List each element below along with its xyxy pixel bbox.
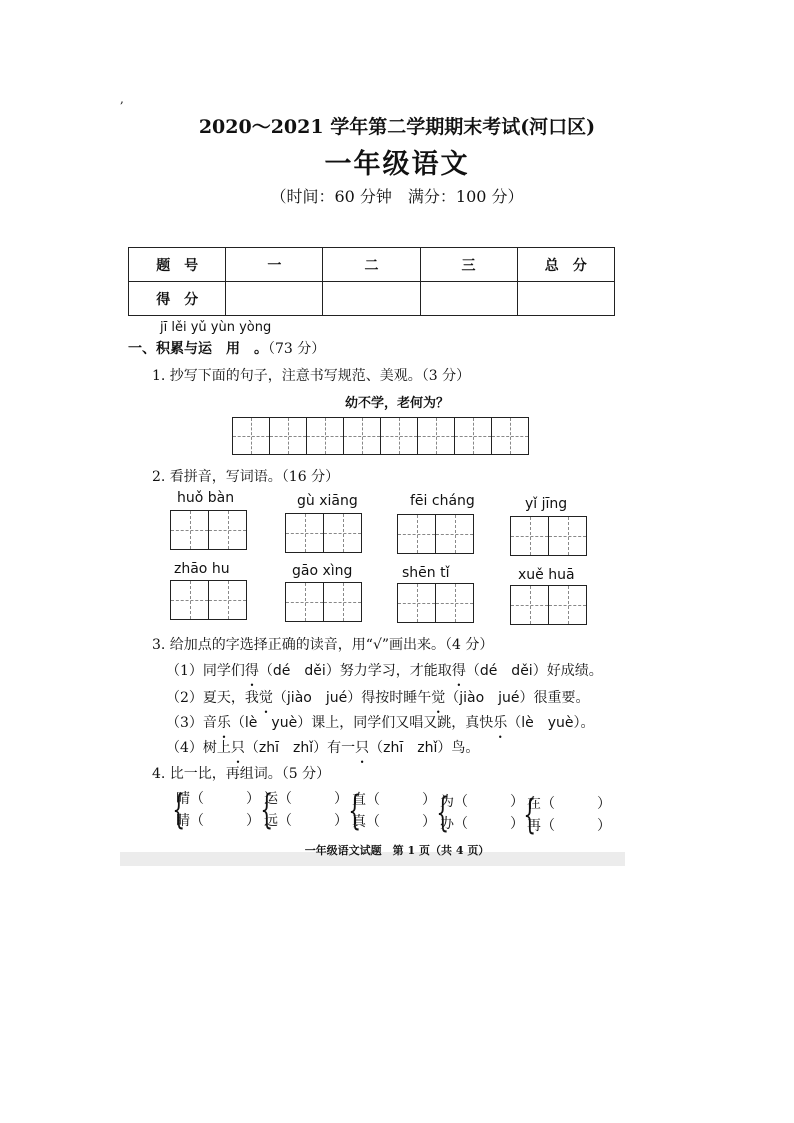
answer-box[interactable] [398, 583, 474, 623]
section1-pinyin: jī lěi yǔ yùn yòng [160, 320, 272, 335]
word-blank[interactable]: 真（ ） [352, 814, 436, 830]
writing-cell[interactable] [343, 417, 381, 455]
score-table-cell: 总 分 [517, 248, 614, 282]
dotted-char: 乐 [216, 715, 231, 731]
dotted-char: 只 [230, 740, 245, 756]
brace-mark: { [436, 790, 450, 836]
dotted-char: 得 [244, 663, 259, 679]
time-score-info: （时间：60 分钟 满分：100 分） [270, 187, 524, 206]
word-blank[interactable]: 在（ ） [527, 796, 611, 812]
writing-cell[interactable] [306, 417, 344, 455]
pinyin-choices[interactable]: jiào jué [459, 690, 520, 706]
q3-text: （ [272, 690, 287, 706]
pinyin-choices[interactable]: jiào jué [286, 690, 348, 706]
writing-cell[interactable] [454, 417, 492, 455]
word-blank[interactable]: 为（ ） [440, 794, 524, 810]
pinyin-choices[interactable]: dé děi [479, 663, 533, 679]
writing-cell[interactable] [323, 513, 362, 553]
dotted-char: 只 [355, 740, 370, 756]
pinyin-choices[interactable]: zhī zhǐ [383, 740, 438, 756]
pinyin-choices[interactable]: lè yuè [244, 715, 298, 731]
pinyin-label: huǒ bàn [177, 490, 235, 506]
compare-pair [348, 788, 436, 834]
writing-cell[interactable] [417, 417, 455, 455]
writing-cell[interactable] [208, 580, 247, 620]
question-3: 3. 给加点的字选择正确的读音，用“√”画出来。（4 分） [152, 637, 494, 653]
word-blank[interactable]: 远（ ） [264, 813, 348, 829]
brace-mark: { [348, 788, 362, 834]
writing-cell[interactable] [548, 516, 587, 556]
q3-text: （1）同学们 [166, 663, 245, 679]
q3-text: ）得按时睡午 [347, 690, 432, 706]
writing-cell[interactable] [380, 417, 418, 455]
word-blank[interactable]: 运（ ） [264, 791, 348, 807]
q3-text: ）鸟。 [437, 740, 480, 756]
question-4: 4. 比一比，再组词。（5 分） [152, 766, 331, 782]
writing-cell[interactable] [208, 510, 247, 550]
answer-box[interactable] [286, 582, 362, 622]
section1-title: 一、积累与运 用 。 [128, 341, 268, 357]
score-table-score-row [129, 282, 615, 316]
copy-sentence: 幼不学，老何为？ [344, 396, 449, 411]
exam-title: 2020～2021 学年第二学期期末考试(河口区) [198, 116, 596, 138]
word-blank[interactable]: 再（ ） [527, 818, 611, 834]
section1-score: （73 分） [268, 341, 326, 357]
compare-pair [172, 787, 260, 833]
compare-pair [436, 790, 524, 836]
writing-cell[interactable] [435, 583, 474, 623]
writing-cell[interactable] [491, 417, 529, 455]
brace-mark: { [523, 792, 537, 838]
q3-text: ）课上，同学们又唱又跳，真快 [297, 715, 494, 731]
writing-cell[interactable] [232, 417, 270, 455]
q3-text: （ [244, 740, 259, 756]
score-table-cell: 一 [226, 248, 323, 282]
answer-box[interactable] [286, 513, 362, 553]
q3-text: ）很重要。 [519, 690, 590, 706]
score-entry-cell[interactable] [323, 282, 420, 316]
q3-text: ）好成绩。 [532, 663, 603, 679]
score-entry-cell[interactable] [420, 282, 517, 316]
writing-cell[interactable] [170, 580, 209, 620]
pinyin-label: zhāo hu [174, 561, 230, 577]
page-footer: 一年级语文试题 第 1 页（共 4 页） [304, 844, 490, 857]
dotted-char: 觉 [431, 690, 446, 706]
q3-text: （ [230, 715, 245, 731]
compare-pair [260, 787, 348, 833]
pinyin-choices[interactable]: lè yuè [521, 715, 574, 731]
pinyin-label: gù xiāng [297, 493, 358, 509]
q3-text: （4）树上 [166, 740, 231, 756]
question-2: 2. 看拼音，写词语。（16 分） [152, 469, 340, 485]
score-table-header-row [129, 248, 615, 282]
answer-box[interactable] [171, 580, 247, 620]
word-blank[interactable]: 直（ ） [352, 792, 436, 808]
answer-box[interactable] [398, 514, 474, 554]
word-blank[interactable]: 晴（ ） [176, 791, 260, 807]
pinyin-label: yǐ jīng [525, 496, 568, 512]
brace-mark: { [260, 787, 274, 833]
writing-cell[interactable] [510, 516, 549, 556]
pinyin-label: fēi cháng [410, 493, 475, 509]
q3-text: （2）夏天，我 [166, 690, 259, 706]
brace-mark: { [172, 787, 186, 833]
answer-box[interactable] [171, 510, 247, 550]
writing-cell[interactable] [285, 513, 324, 553]
writing-cell[interactable] [285, 582, 324, 622]
pinyin-label: shēn tǐ [402, 565, 450, 581]
corner-mark: , [120, 92, 124, 106]
q3-line-3 [166, 712, 594, 732]
writing-cell[interactable] [435, 514, 474, 554]
pinyin-choices[interactable]: zhī zhǐ [258, 740, 314, 756]
subject-title: 一年级语文 [324, 149, 470, 180]
q3-text: （ [465, 663, 480, 679]
writing-cell[interactable] [397, 583, 436, 623]
q3-text: ）。 [573, 715, 595, 731]
score-table-cell: 得 分 [129, 282, 226, 316]
word-blank[interactable]: 办（ ） [440, 816, 524, 832]
section1-heading [128, 338, 325, 358]
writing-cell[interactable] [510, 585, 549, 625]
score-table-cell: 三 [420, 248, 517, 282]
pinyin-choices[interactable]: dé děi [272, 663, 326, 679]
question-1: 1. 抄写下面的句子，注意书写规范、美观。（3 分） [152, 368, 471, 384]
q3-text: ）有一 [313, 740, 356, 756]
dotted-char: 得 [451, 663, 466, 679]
q3-text: （ [258, 663, 273, 679]
q3-text: ）努力学习，才能取 [325, 663, 452, 679]
writing-grid[interactable] [233, 417, 529, 455]
q3-line-2 [166, 687, 590, 707]
score-entry-cell[interactable] [226, 282, 323, 316]
writing-cell[interactable] [397, 514, 436, 554]
word-blank[interactable]: 睛（ ） [176, 813, 260, 829]
answer-box[interactable] [511, 585, 587, 625]
q3-text: （ [445, 690, 460, 706]
compare-pair [523, 792, 611, 838]
score-table-cell: 二 [323, 248, 420, 282]
answer-box[interactable] [511, 516, 587, 556]
q3-line-1 [166, 660, 603, 680]
dotted-char: 乐 [493, 715, 508, 731]
score-table [128, 247, 615, 316]
q3-text: （ [507, 715, 522, 731]
writing-cell[interactable] [269, 417, 307, 455]
pinyin-label: gāo xìng [292, 563, 353, 579]
q3-text: （ [369, 740, 384, 756]
pinyin-label: xuě huā [518, 567, 575, 583]
writing-cell[interactable] [323, 582, 362, 622]
dotted-char: 觉 [258, 690, 273, 706]
score-table-cell: 题 号 [129, 248, 226, 282]
q3-text: （3）音 [166, 715, 217, 731]
q3-line-4 [166, 737, 479, 757]
writing-cell[interactable] [170, 510, 209, 550]
writing-cell[interactable] [548, 585, 587, 625]
score-entry-cell[interactable] [517, 282, 614, 316]
